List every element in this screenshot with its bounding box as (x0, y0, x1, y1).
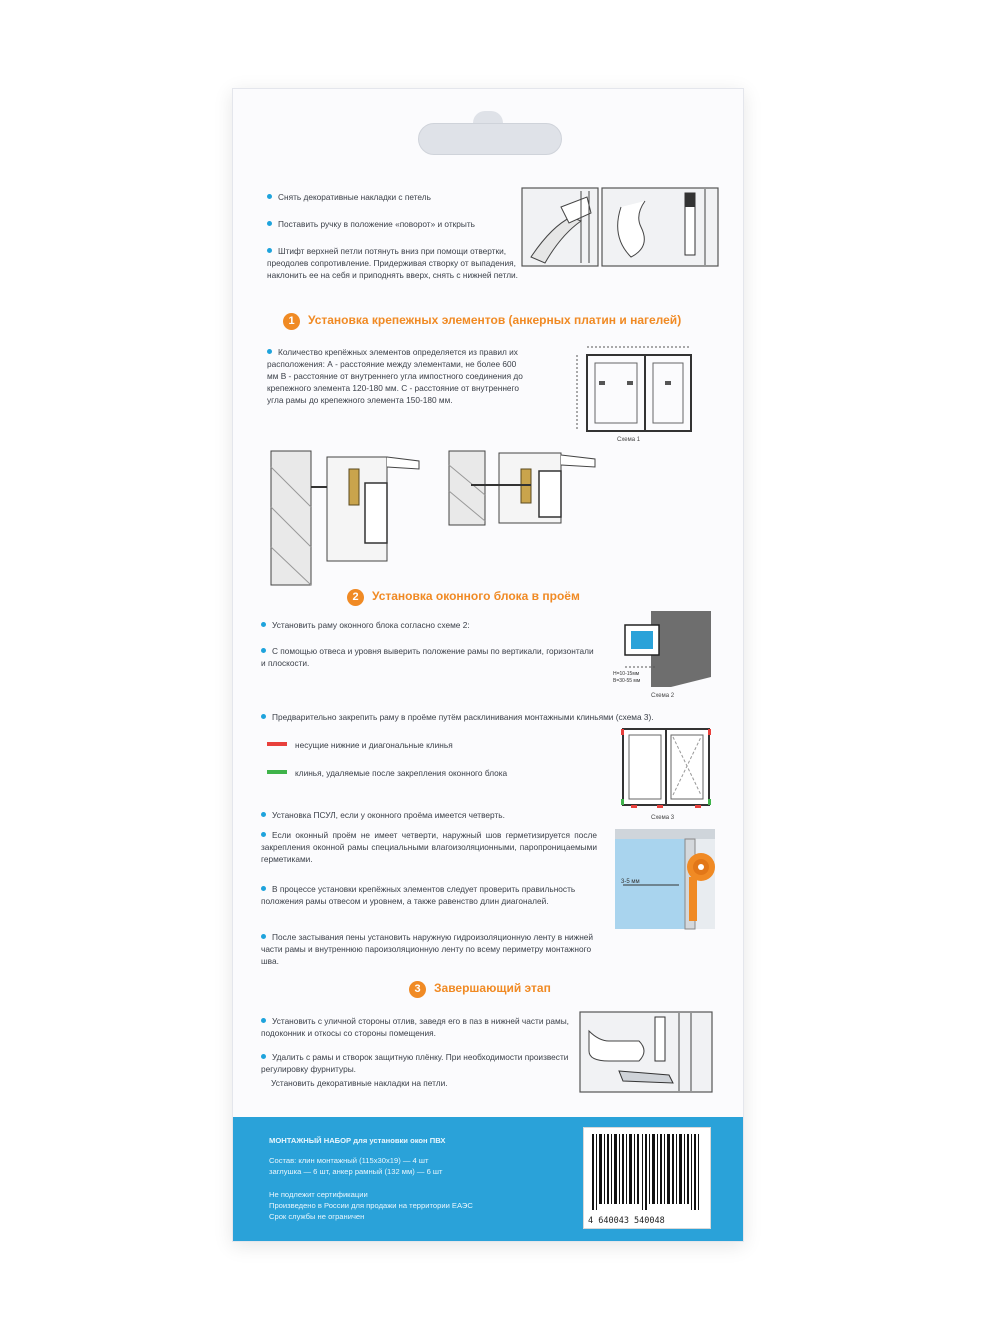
bullet-item: Предварительно закрепить раму в проёме путём расклинивания монтажными клиньями (схема 3). (261, 711, 717, 723)
footer-line: заглушка — 6 шт, анкер рамный (132 мм) — 6 шт (269, 1167, 443, 1176)
bullet-item: После застывания пены установить наружную гидроизоляционную ленту в нижней части рамы и внутреннюю пароизоляционную ленту по всему периметру монтажного шва. (261, 932, 594, 966)
bullet-item: Количество крепёжных элементов определяется из правил их расположения: А - расстояние между элементами, не более 600 мм В - расстояние от внутреннего угла импостного соединения до крепежного элемента 120-180 мм. С - расстояние от внутреннего угла рамы до крепежного элемента 150-180 мм. (267, 347, 523, 405)
package-card (232, 88, 744, 1242)
legend-item-green: клинья, удаляемые после закрепления оконного блока (267, 767, 587, 779)
gap-label: 3-5 мм (621, 879, 640, 885)
section-heading-3: 3 Завершающий этап (409, 981, 551, 998)
footer-line: Не подлежит сертификации (269, 1190, 368, 1199)
hinge-illustration-left (521, 187, 599, 267)
scheme-3-caption: Схема 3 (651, 815, 675, 821)
bullet-icon (261, 622, 266, 627)
step-number-badge: 3 (409, 981, 426, 998)
legend-item-red: несущие нижние и диагональные клинья (267, 739, 567, 751)
bullet-item: Установка ПСУЛ, если у оконного проёма имеется четверть. (261, 809, 591, 821)
footer-line: Произведено в России для продажи на территории ЕАЭС (269, 1201, 473, 1210)
scheme-2-caption: Схема 2 (651, 693, 675, 699)
bullet-item: Штифт верхней петли потянуть вниз при помощи отвертки, преодолев сопротивление. Придерживая створку от выпадения, наклонить ее на себя и приподнять вверх, снять с нижней петли. (267, 246, 518, 280)
bullet-icon (267, 194, 272, 199)
step-number-badge: 2 (347, 589, 364, 606)
footer-title: МОНТАЖНЫЙ НАБОР для установки окон ПВХ (269, 1136, 446, 1145)
bullet-icon (261, 886, 266, 891)
bullet-icon (261, 648, 266, 653)
bullet-icon (267, 248, 272, 253)
bullet-icon (261, 1054, 266, 1059)
bullet-item: Снять декоративные накладки с петель (267, 191, 527, 203)
svg-text:В=30-55 мм: В=30-55 мм (613, 678, 641, 684)
barcode-number: 4 640043 540048 (588, 1216, 665, 1226)
bullet-item: Установить декоративные накладки на петли. (271, 1078, 448, 1088)
bullet-icon (267, 221, 272, 226)
hang-hole (418, 123, 562, 155)
bullet-icon (267, 349, 272, 354)
bullet-item: Если оконный проём не имеет четверти, наружный шов герметизируется после закрепления оконной рамы специальными влагоизоляционными, паропроницаемыми герметиками. (261, 830, 597, 864)
bullet-icon (261, 1018, 266, 1023)
sealing-tape-illustration (613, 827, 717, 931)
section-heading-2: 2 Установка оконного блока в проём (347, 589, 580, 606)
red-wedge-swatch (267, 742, 287, 746)
bullet-item: Установить раму оконного блока согласно схеме 2: (261, 619, 561, 631)
final-step-illustration (579, 1011, 713, 1093)
footer-line: Срок службы не ограничен (269, 1212, 365, 1221)
bullet-icon (261, 812, 266, 817)
section-heading-1: 1 Установка крепежных элементов (анкерных платин и нагелей) (283, 313, 681, 330)
scheme-2-diagram (611, 607, 715, 701)
anchor-plate-profile (269, 447, 429, 587)
step-number-badge: 1 (283, 313, 300, 330)
barcode-icon (584, 1128, 710, 1214)
scheme-3-diagram (617, 725, 715, 823)
dowel-profile (445, 447, 605, 527)
scheme-1-caption: Схема 1 (617, 437, 641, 443)
bullet-icon (261, 934, 266, 939)
bullet-item: Поставить ручку в положение «поворот» и открыть (267, 218, 537, 230)
svg-text:Н=10-15мм: Н=10-15мм (613, 671, 640, 677)
bullet-icon (261, 714, 266, 719)
footer-line: Состав: клин монтажный (115х30х19) — 4 шт (269, 1156, 429, 1165)
hinge-illustration-right (601, 187, 719, 267)
green-wedge-swatch (267, 770, 287, 774)
bullet-item: С помощью отвеса и уровня выверить положение рамы по вертикали, горизонтали и плоскости. (261, 646, 594, 668)
scheme-1-diagram (569, 341, 701, 445)
barcode (583, 1127, 711, 1229)
bullet-item: В процессе установки крепёжных элементов следует проверить правильность положения рамы отвесом и уровнем, а также равенство длин диагоналей. (261, 884, 576, 906)
bullet-item: Установить с уличной стороны отлив, заведя его в паз в нижней части рамы, подоконник и откосы со стороны помещения. (261, 1016, 569, 1038)
bullet-icon (261, 832, 266, 837)
bullet-item: Удалить с рамы и створок защитную плёнку. При необходимости произвести регулировку фурнитуры. (261, 1052, 569, 1074)
